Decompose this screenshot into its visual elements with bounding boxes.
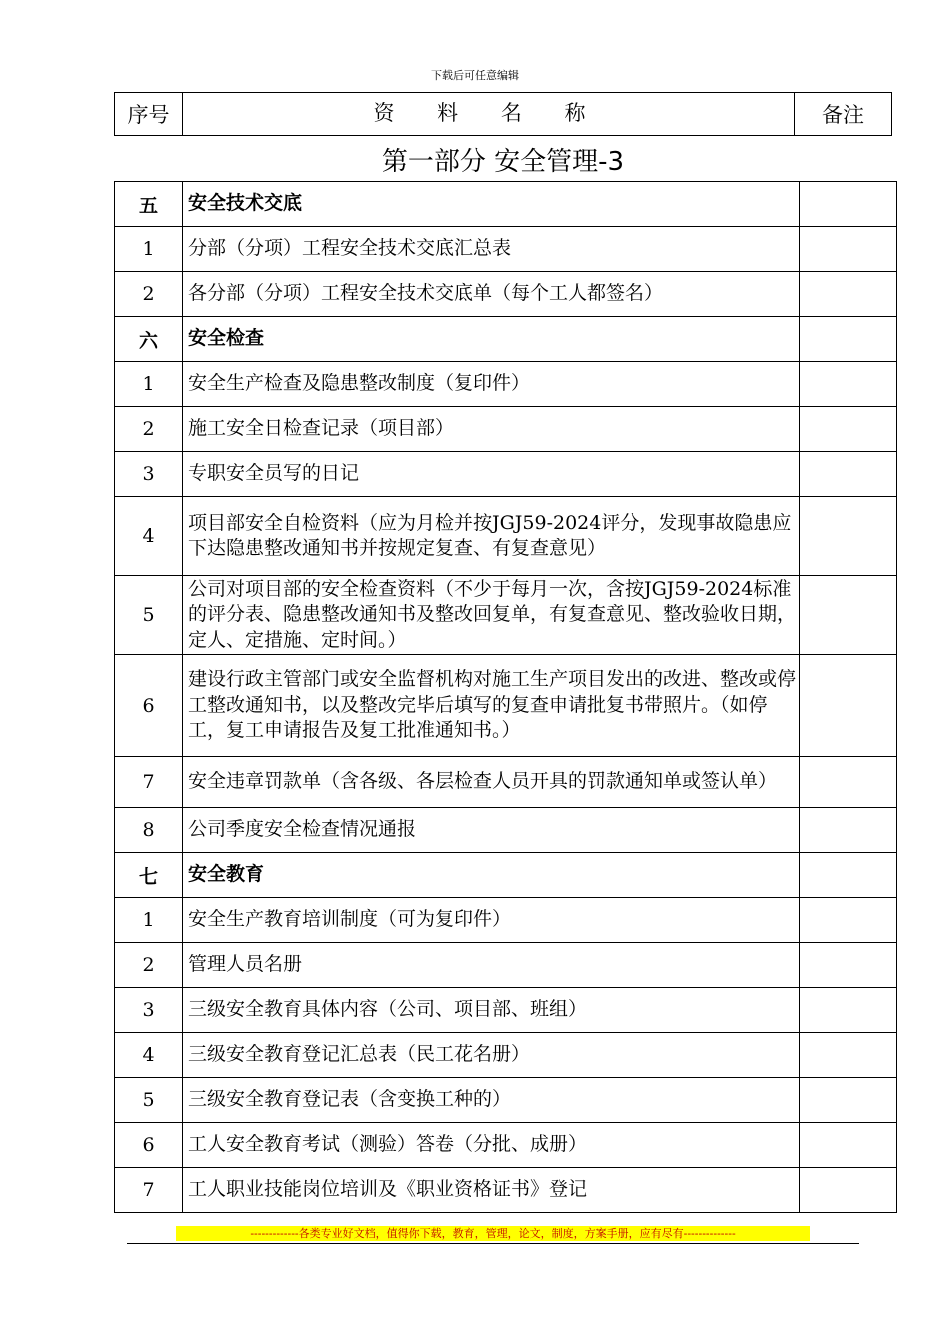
row-number: 2 <box>115 407 183 452</box>
top-note: 下载后可任意编辑 <box>431 69 519 82</box>
row-number: 1 <box>115 898 183 943</box>
table-row <box>115 227 897 272</box>
row-name: 专职安全员写的日记 <box>183 452 800 497</box>
row-number: 4 <box>115 497 183 576</box>
row-name: 建设行政主管部门或安全监督机构对施工生产项目发出的改进、整改或停工整改通知书，以及整改完毕后填写的复查申请批复书带照片。（如停工，复工申请报告及复工批准通知书。） <box>183 655 800 757</box>
table-row <box>115 497 897 576</box>
row-remark <box>800 655 897 757</box>
footer-banner: -------------各类专业好文档，值得你下载，教育，管理，论文，制度，方案手册，应有尽有-------------- <box>176 1226 810 1241</box>
row-number: 七 <box>115 853 183 898</box>
row-name: 三级安全教育具体内容（公司、项目部、班组） <box>183 988 800 1033</box>
section-row <box>115 182 897 227</box>
table-row <box>115 988 897 1033</box>
table-row <box>115 943 897 988</box>
row-name: 工人职业技能岗位培训及《职业资格证书》登记 <box>183 1168 800 1213</box>
row-remark <box>800 452 897 497</box>
row-name: 分部（分项）工程安全技术交底汇总表 <box>183 227 800 272</box>
row-remark <box>800 1033 897 1078</box>
row-name: 三级安全教育登记表（含变换工种的） <box>183 1078 800 1123</box>
row-name: 施工安全日检查记录（项目部） <box>183 407 800 452</box>
row-remark <box>800 227 897 272</box>
row-number: 5 <box>115 1078 183 1123</box>
table-row <box>115 808 897 853</box>
row-remark <box>800 497 897 576</box>
row-remark <box>800 407 897 452</box>
row-number: 3 <box>115 988 183 1033</box>
row-name: 安全教育 <box>183 853 800 898</box>
row-number: 5 <box>115 576 183 655</box>
row-remark <box>800 272 897 317</box>
row-remark <box>800 808 897 853</box>
section-row <box>115 853 897 898</box>
part-title: 第一部分 安全管理-3 <box>381 147 625 177</box>
row-number: 6 <box>115 655 183 757</box>
row-name: 工人安全教育考试（测验）答卷（分批、成册） <box>183 1123 800 1168</box>
row-name: 管理人员名册 <box>183 943 800 988</box>
row-remark <box>800 1123 897 1168</box>
row-name: 公司季度安全检查情况通报 <box>183 808 800 853</box>
row-name: 各分部（分项）工程安全技术交底单（每个工人都签名） <box>183 272 800 317</box>
row-number: 8 <box>115 808 183 853</box>
row-name: 安全生产教育培训制度（可为复印件） <box>183 898 800 943</box>
table-row <box>115 576 897 655</box>
row-remark <box>800 988 897 1033</box>
table-row <box>115 1033 897 1078</box>
table-row <box>115 452 897 497</box>
table-row <box>115 757 897 808</box>
row-name: 安全生产检查及隐患整改制度（复印件） <box>183 362 800 407</box>
table-row <box>115 655 897 757</box>
row-number: 五 <box>115 182 183 227</box>
row-name: 公司对项目部的安全检查资料（不少于每月一次，含按JGJ59-2024标准的评分表、隐患整改通知书及整改回复单，有复查意见、整改验收日期，定人、定措施、定时间。） <box>183 576 800 655</box>
row-number: 六 <box>115 317 183 362</box>
table-row <box>115 1123 897 1168</box>
row-remark <box>800 362 897 407</box>
row-name: 安全检查 <box>183 317 800 362</box>
row-remark <box>800 853 897 898</box>
header-row <box>115 93 892 136</box>
row-number: 2 <box>115 943 183 988</box>
header-remark: 备注 <box>795 93 892 136</box>
document-table <box>114 181 897 1213</box>
row-remark <box>800 317 897 362</box>
row-remark <box>800 757 897 808</box>
section-row <box>115 317 897 362</box>
row-name: 三级安全教育登记汇总表（民工花名册） <box>183 1033 800 1078</box>
footer-divider <box>127 1243 859 1244</box>
header-name: 资 料 名 称 <box>183 93 795 136</box>
table-row <box>115 1168 897 1213</box>
table-row <box>115 1078 897 1123</box>
row-name: 安全违章罚款单（含各级、各层检查人员开具的罚款通知单或签认单） <box>183 757 800 808</box>
row-remark <box>800 943 897 988</box>
row-number: 3 <box>115 452 183 497</box>
row-remark <box>800 1168 897 1213</box>
table-row <box>115 272 897 317</box>
header-table <box>114 92 892 136</box>
row-remark <box>800 898 897 943</box>
row-remark <box>800 576 897 655</box>
row-number: 7 <box>115 1168 183 1213</box>
row-number: 4 <box>115 1033 183 1078</box>
row-remark <box>800 1078 897 1123</box>
row-number: 1 <box>115 362 183 407</box>
row-number: 6 <box>115 1123 183 1168</box>
header-no: 序号 <box>115 93 183 136</box>
table-row <box>115 898 897 943</box>
table-row <box>115 362 897 407</box>
row-name: 项目部安全自检资料（应为月检并按JGJ59-2024评分，发现事故隐患应下达隐患整改通知书并按规定复查、有复查意见） <box>183 497 800 576</box>
row-remark <box>800 182 897 227</box>
table-row <box>115 407 897 452</box>
row-number: 1 <box>115 227 183 272</box>
row-number: 2 <box>115 272 183 317</box>
row-number: 7 <box>115 757 183 808</box>
row-name: 安全技术交底 <box>183 182 800 227</box>
